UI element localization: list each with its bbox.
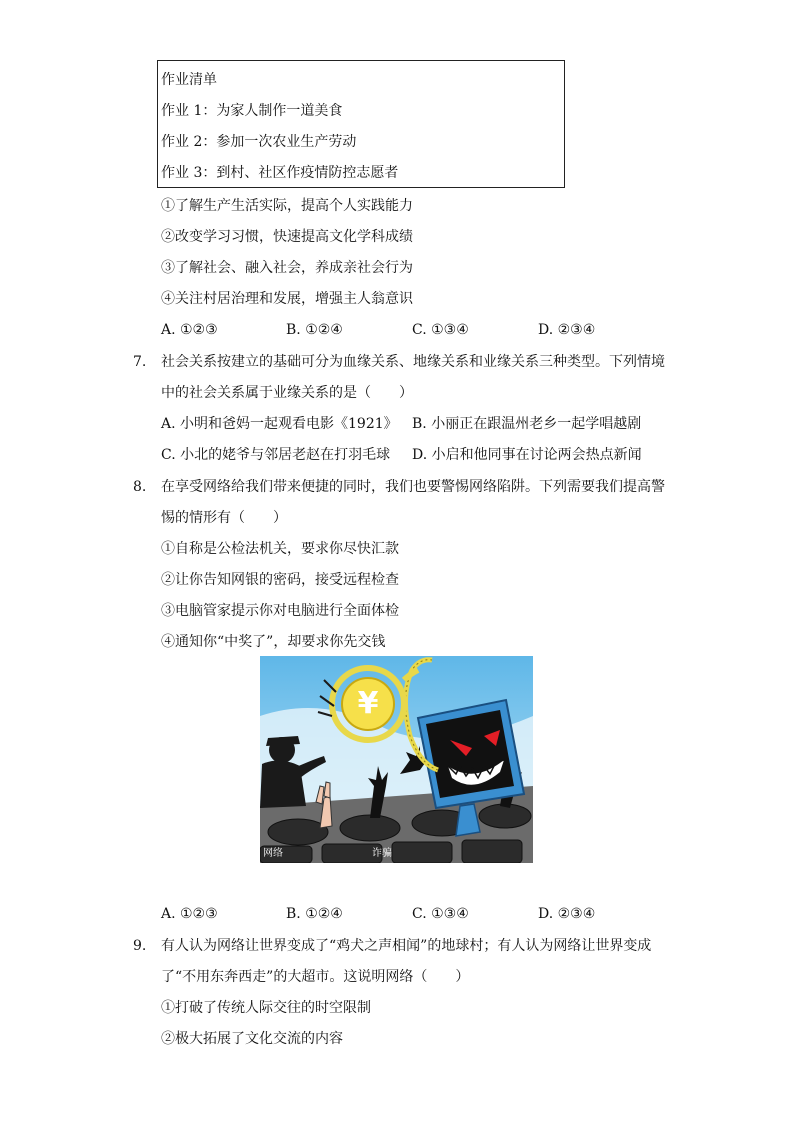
q8-stem-line-2: 惕的情形有（ ） xyxy=(161,510,287,526)
q6-option-d[interactable]: D. ②③④ xyxy=(538,322,596,338)
q6-statement-1: ①了解生产生活实际，提高个人实践能力 xyxy=(161,198,413,214)
q6-option-b[interactable]: B. ①②④ xyxy=(286,322,343,338)
q8-option-b[interactable]: B. ①②④ xyxy=(286,906,343,922)
q6-statement-3: ③了解社会、融入社会，养成亲社会行为 xyxy=(161,260,413,276)
keyboard-key-fraud: 诈骗 xyxy=(372,848,392,859)
q8-number: 8. xyxy=(133,479,147,495)
q8-option-a[interactable]: A. ①②③ xyxy=(161,906,218,922)
q6-option-a[interactable]: A. ①②③ xyxy=(161,322,218,338)
q6-statement-2: ②改变学习习惯，快速提高文化学科成绩 xyxy=(161,229,413,245)
q8-statement-1: ①自称是公检法机关，要求你尽快汇款 xyxy=(161,541,399,557)
q6-statement-4: ④关注村居治理和发展，增强主人翁意识 xyxy=(161,291,413,307)
homework-list-title: 作业清单 xyxy=(161,72,217,88)
network-fraud-cartoon-icon xyxy=(260,656,533,863)
q8-stem-line-1: 在享受网络给我们带来便捷的同时，我们也要警惕网络陷阱。下列需要我们提高警 xyxy=(161,479,665,495)
q8-statement-3: ③电脑管家提示你对电脑进行全面体检 xyxy=(161,603,399,619)
q9-statement-1: ①打破了传统人际交往的时空限制 xyxy=(161,1000,371,1016)
q9-number: 9. xyxy=(133,938,147,954)
q9-statement-2: ②极大拓展了文化交流的内容 xyxy=(161,1031,343,1047)
q9-stem-line-1: 有人认为网络让世界变成了“鸡犬之声相闻”的地球村；有人认为网络让世界变成 xyxy=(161,938,652,954)
homework-list-box xyxy=(157,60,565,188)
keyboard-key-network: 网络 xyxy=(263,848,283,859)
q7-option-b[interactable]: B. 小丽正在跟温州老乡一起学唱越剧 xyxy=(412,416,642,432)
yuan-symbol: ¥ xyxy=(357,686,379,721)
q6-option-c[interactable]: C. ①③④ xyxy=(412,322,469,338)
q7-option-a[interactable]: A. 小明和爸妈一起观看电影《1921》 xyxy=(161,416,398,432)
q7-stem-line-1: 社会关系按建立的基础可分为血缘关系、地缘关系和业缘关系三种类型。下列情境 xyxy=(161,354,665,370)
q8-option-d[interactable]: D. ②③④ xyxy=(538,906,596,922)
q9-stem-line-2: 了“不用东奔西走”的大超市。这说明网络（ ） xyxy=(161,969,470,985)
q8-statement-4: ④通知你“中奖了”，却要求你先交钱 xyxy=(161,634,386,650)
q7-option-c[interactable]: C. 小北的姥爷与邻居老赵在打羽毛球 xyxy=(161,447,391,463)
q7-option-d[interactable]: D. 小启和他同事在讨论两会热点新闻 xyxy=(412,447,642,463)
homework-item-2: 作业 2：参加一次农业生产劳动 xyxy=(161,134,357,150)
homework-item-3: 作业 3：到村、社区作疫情防控志愿者 xyxy=(161,165,399,181)
q7-stem-line-2: 中的社会关系属于业缘关系的是（ ） xyxy=(161,385,413,401)
q8-option-c[interactable]: C. ①③④ xyxy=(412,906,469,922)
q8-statement-2: ②让你告知网银的密码，接受远程检查 xyxy=(161,572,399,588)
homework-item-1: 作业 1：为家人制作一道美食 xyxy=(161,103,343,119)
q7-number: 7. xyxy=(133,354,147,370)
